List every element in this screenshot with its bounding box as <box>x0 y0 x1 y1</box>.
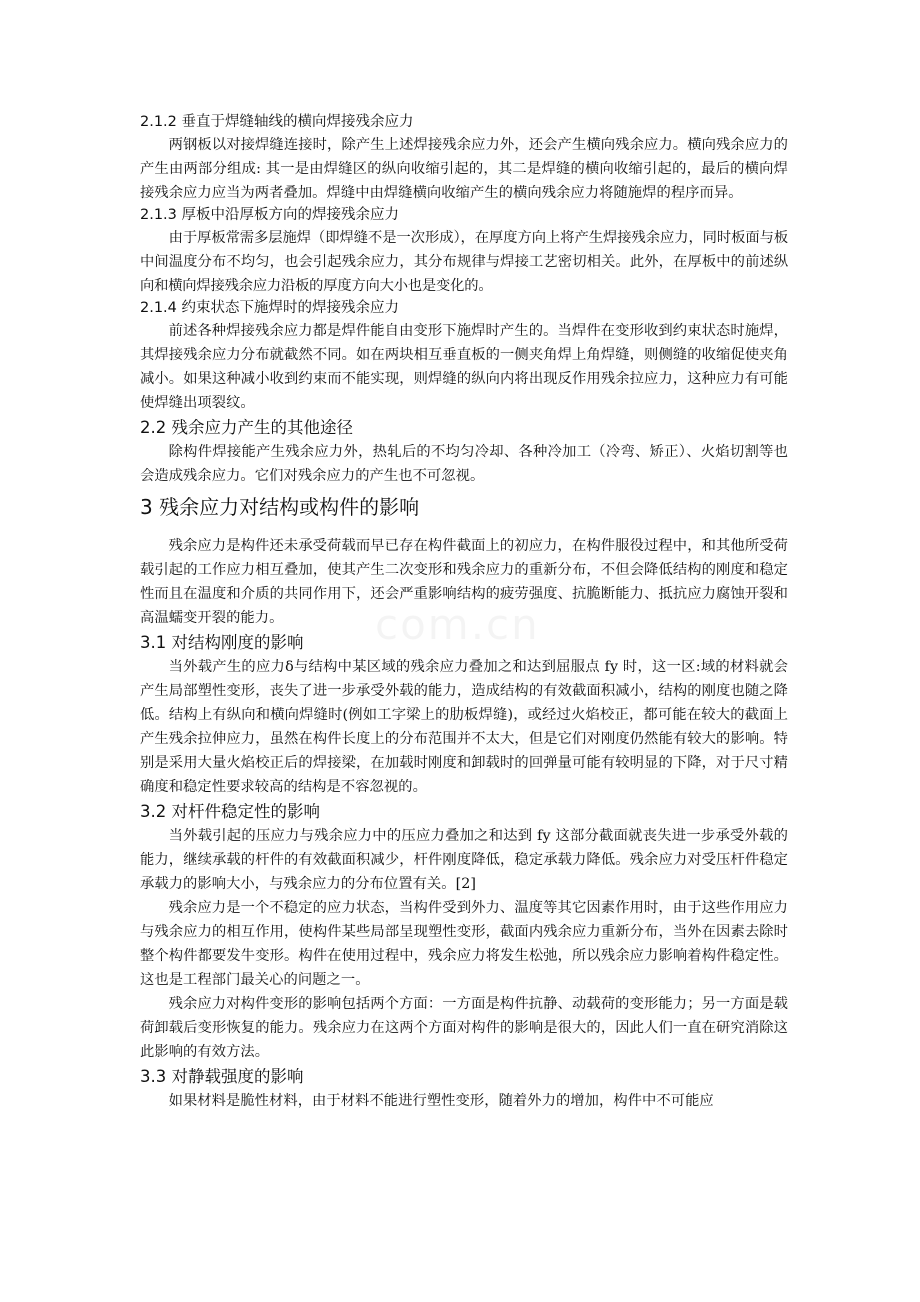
heading-2-1-4: 2.1.4 约束状态下施焊时的焊接残余应力 <box>140 300 400 316</box>
heading-2-1-3: 2.1.3 厚板中沿厚板方向的焊接残余应力 <box>140 207 400 223</box>
heading-3-2: 3.2 对杆件稳定性的影响 <box>140 802 320 821</box>
paragraph-3-2-b: 残余应力是一个不稳定的应力状态，当构件受到外力、温度等其它因素作用时，由于这些作用应力与残余应力的相互作用，使构件某些局部呈现塑性变形，截面内残余应力重新分布，当外在因素去除时整个构件都要发牛变形。构件在使用过程中，残余应力将发生松弛，所以残余应力影响着构件稳定性。这也是工程部门最关心的问题之一。 <box>140 900 788 988</box>
heading-2-2: 2.2 残余应力产生的其他途径 <box>140 418 353 437</box>
heading-3: 3 残余应力对结构或构件的影响 <box>140 495 420 519</box>
heading-3-3: 3.3 对静载强度的影响 <box>140 1067 304 1086</box>
paragraph-3-1: 当外载产生的应力δ与结构中某区域的残余应力叠加之和达到屈服点 fy 时，这一区:域的材料就会产生局部塑性变形，丧失了进一步承受外载的能力，造成结构的有效截面积减小，结构的刚度也随之降低。结构上有纵向和横向焊缝时(例如工字梁上的肋板焊缝)，或经过火焰校正，都可能在较大的截面上产生残余拉伸应力，虽然在构件长度上的分布范围并不太大，但是它们对刚度仍然能有较大的影响。特别是采用大量火焰校正后的焊接梁，在加载时刚度和卸载时的回弹量可能有较明显的下降，对于尺寸精确度和稳定性要求较高的结构是不容忽视的。 <box>140 659 788 795</box>
paragraph-3-3: 如果材料是脆性材料，由于材料不能进行塑性变形，随着外力的增加，构件中不可能应 <box>168 1093 714 1109</box>
paragraph-2-1-3: 由于厚板常需多层施焊（即焊缝不是一次形成），在厚度方向上将产生焊接残余应力，同时板面与板中间温度分布不均匀，也会引起残余应力，其分布规律与焊接工艺密切相关。此外，在厚板中的前述纵向和横向焊接残余应力沿板的厚度方向大小也是变化的。 <box>140 230 788 294</box>
paragraph-3: 残余应力是构件还未承受荷载而早已存在构件截面上的初应力，在构件服役过程中，和其他所受荷载引起的工作应力相互叠加，使其产生二次变形和残余应力的重新分布，不但会降低结构的刚度和稳定性而且在温度和介质的共同作用下，还会严重影响结构的疲劳强度、抗脆断能力、抵抗应力腐蚀开裂和高温蠕变开裂的能力。 <box>140 538 788 626</box>
heading-3-1: 3.1 对结构刚度的影响 <box>140 633 304 652</box>
heading-2-1-2: 2.1.2 垂直于焊缝轴线的横向焊接残余应力 <box>140 114 414 130</box>
document-page <box>140 112 788 1113</box>
paragraph-2-1-2: 两钢板以对接焊缝连接时，除产生上述焊接残余应力外，还会产生横向残余应力。横向残余应力的产生由两部分组成: 其一是由焊缝区的纵向收缩引起的，其二是焊缝的横向收缩引起的，最后的横向焊接残余应力应当为两者叠加。焊缝中由焊缝横向收缩产生的横向残余应力将随施焊的程序而异。 <box>140 137 788 201</box>
paragraph-3-2-c: 残余应力对构件变形的影响包括两个方面：一方面是构件抗静、动载荷的变形能力；另一方面是载荷卸载后变形恢复的能力。残余应力在这两个方面对构件的影响是很大的，因此人们一直在研究消除这此影响的有效方法。 <box>140 996 788 1060</box>
paragraph-2-1-4: 前述各种焊接残余应力都是焊件能自由变形下施焊时产生的。当焊件在变形收到约束状态时施焊，其焊接残余应力分布就截然不同。如在两块相互垂直板的一侧夹角焊上角焊缝，则侧缝的收缩促使夹角减小。如果这种减小收到约束而不能实现，则焊缝的纵向内将出现反作用残余拉应力，这种应力有可能使焊缝出项裂纹。 <box>140 323 788 411</box>
paragraph-2-2: 除构件焊接能产生残余应力外，热轧后的不均匀冷却、各种冷加工（冷弯、矫正）、火焰切割等也会造成残余应力。它们对残余应力的产生也不可忽视。 <box>140 444 788 484</box>
paragraph-3-2-a: 当外载引起的压应力与残余应力中的压应力叠加之和达到 fy 这部分截面就丧失进一步承受外载的能力，继续承载的杆件的有效截面积减少，杆件刚度降低，稳定承载力降低。残余应力对受压杆件稳定承载力的影响大小，与残余应力的分布位置有关。[2] <box>140 828 788 892</box>
